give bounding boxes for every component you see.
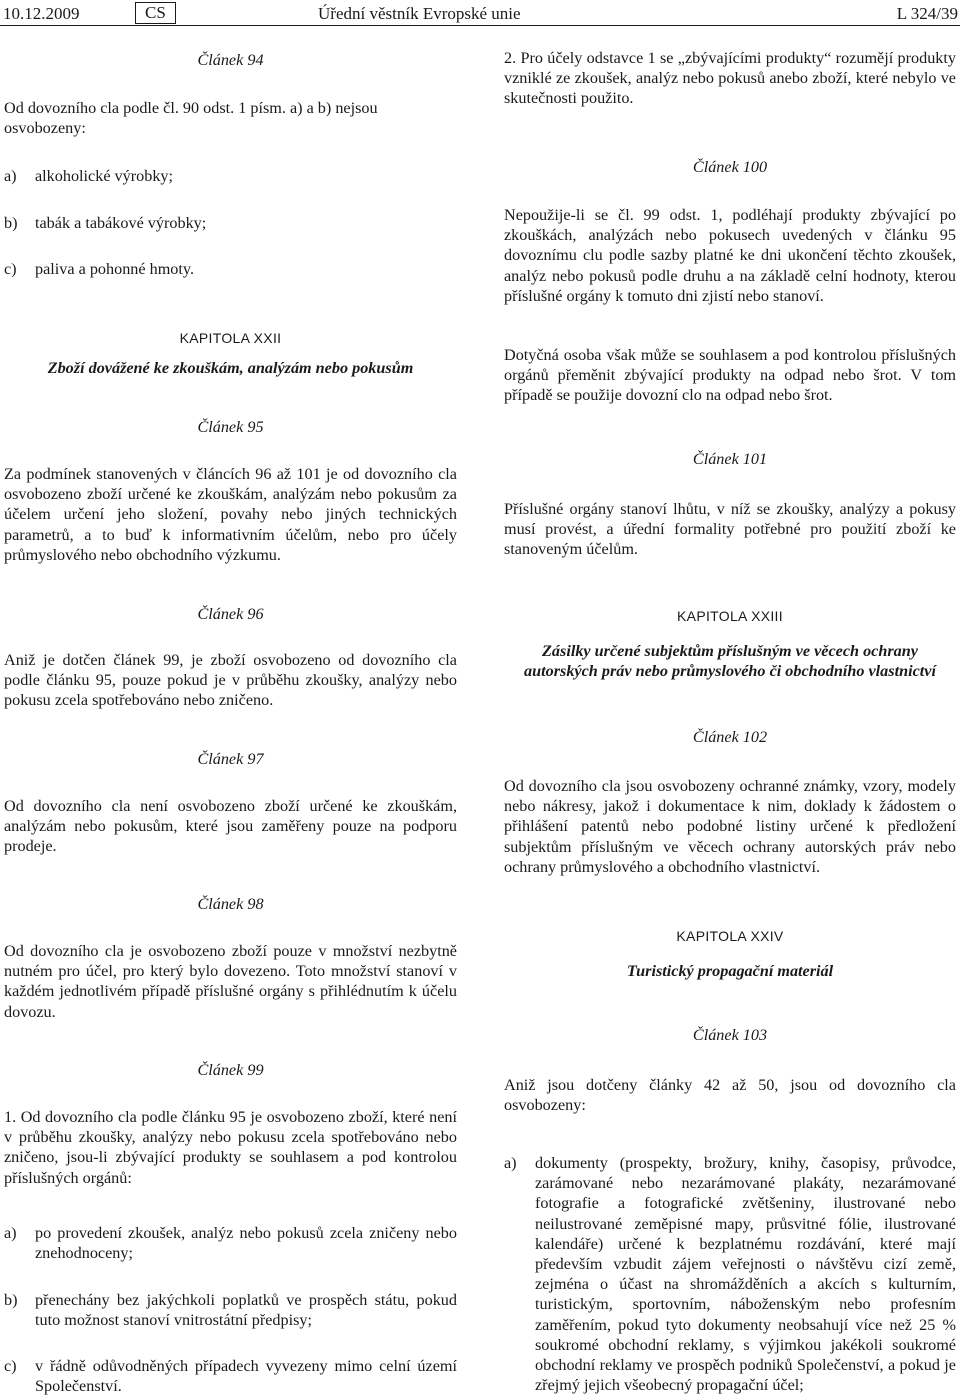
article-102-text: Od dovozního cla jsou osvobozeny ochranné známky, vzory, modely nebo nákresy, jakož i dokumentace k nim, doklady k žádostem o přihlášení patentů nebo podobné listiny určené k předložení subjektům příslušným ve věcech ochrany autorských práv nebo ochrany průmyslového a obchodního vlastnictví. <box>504 777 956 876</box>
article-103-intro: Aniž jsou dotčeny články 42 až 50, jsou od dovozního cla osvobozeny: <box>504 1076 956 1115</box>
list-item <box>4 1290 457 1330</box>
list-item <box>4 1223 457 1263</box>
list-item-label: c) <box>4 1357 17 1375</box>
list-item-text: tabák a tabákové výrobky; <box>35 214 207 232</box>
article-97-text: Od dovozního cla není osvobozeno zboží určené ke zkouškám, analýzám nebo pokusům, které jsou zaměřeny pouze na podporu prodeje. <box>4 797 457 856</box>
list-item-text: přenechány bez jakýchkoli poplatků ve prospěch státu, pokud tuto možnost stanoví vnitrostátní předpisy; <box>35 1291 457 1330</box>
article-103-title: Článek 103 <box>692 1026 768 1044</box>
list-item-text: dokumenty (prospekty, brožury, knihy, časopisy, průvodce, zarámované nebo nezarámované plakáty, nezarámované fotografie a fotografické zvětšeniny, ilustrované nebo neilustrované zeměpisné mapy, průsvitné fólie, ilustrované kalendáře) určené k bezplatnému rozdávání, které mají především vzbudit zájem veřejnosti o návštěvu cizí země, zejména o účast na shromážděních a akcích s kulturním, turistickým, sportovním, náboženským nebo profesním zaměřením, pokud tyto dokumenty neobsahují více než 25 % soukromé obchodní reklamy, s výjimkou jakékoli soukromé obchodní reklamy ve prospěch podniků Společenství, a pokud je zřejmý jejich všeobecný propagační účel; <box>535 1154 956 1395</box>
chapter-23-label: KAPITOLA XXIII <box>677 608 783 624</box>
article-101-text: Příslušné orgány stanoví lhůtu, v níž se zkoušky, analýzy a pokusy musí provést, a úřední formality potřebné pro použití zboží ke stanoveným účelům. <box>504 500 956 559</box>
list-item-label: a) <box>504 1154 517 1172</box>
list-item-label: a) <box>4 1224 17 1242</box>
list-item <box>4 166 457 186</box>
article-100-text-1: Nepoužije-li se čl. 99 odst. 1, podléhají produkty zbývající po zkouškách, analýzách nebo pokusech uvedených v článku 95 dovoznímu clu podle sazby platné ke dni ukončení těchto zkoušek, analýz nebo pokusů podle druhu a na základě celní hodnoty, kterou příslušné orgány k tomuto dni zjistí nebo stanoví. <box>504 206 956 305</box>
list-item-label: b) <box>4 214 18 232</box>
list-item <box>504 1153 956 1395</box>
list-item-text: paliva a pohonné hmoty. <box>35 260 194 278</box>
article-96-title: Článek 96 <box>197 605 264 623</box>
list-item <box>4 1356 457 1396</box>
list-item-label: c) <box>4 260 17 278</box>
language-code-box: CS <box>135 2 176 24</box>
article-95-text: Za podmínek stanovených v článcích 96 až 101 je od dovozního cla osvobozeno zboží určené ke zkouškám, analýzám nebo pokusům za účelem určení jeho složení, povahy nebo jiných technických parametrů, a to buď k informativním účelům, nebo pro účely průmyslového nebo obchodního výzkumu. <box>4 465 457 564</box>
article-94-title: Článek 94 <box>197 51 264 69</box>
article-102-title: Článek 102 <box>692 728 768 746</box>
list-item-label: b) <box>4 1291 18 1309</box>
journal-title: Úřední věstník Evropské unie <box>318 4 521 23</box>
article-94-intro: Od dovozního cla podle čl. 90 odst. 1 písm. a) a b) nejsou osvobozeny: <box>4 99 378 138</box>
right-column <box>504 0 956 1397</box>
article-96-text: Aniž je dotčen článek 99, je zboží osvobozeno od dovozního cla podle článku 95, pouze pokud je v průběhu zkoušky, analýzy nebo pokusu zcela spotřebováno nebo zničeno. <box>4 651 457 710</box>
list-item-label: a) <box>4 167 17 185</box>
list-item-text: v řádně odůvodněných případech vyvezeny mimo celní území Společenství. <box>35 1357 457 1396</box>
list-item <box>4 213 457 233</box>
article-101-title: Článek 101 <box>692 450 768 468</box>
chapter-23-heading: Zásilky určené subjektům příslušným ve věcech ochrany autorských práv nebo průmyslového či obchodního vlastnictví <box>524 642 936 681</box>
article-99-title: Článek 99 <box>197 1061 264 1079</box>
chapter-22-heading: Zboží dovážené ke zkouškám, analýzám nebo pokusům <box>47 359 414 377</box>
article-100-text-2: Dotyčná osoba však může se souhlasem a pod kontrolou příslušných orgánů přeměnit zbývající produkty na odpad nebo šrot. V tom případě se použije dovozní clo na odpad nebo šrot. <box>504 346 956 405</box>
article-99-paragraph-2: 2. Pro účely odstavce 1 se „zbývajícími produkty“ rozumějí produkty vzniklé ze zkoušek, analýz nebo pokusů anebo zboží, které nebylo ve skutečnosti použito. <box>504 49 956 108</box>
publication-date: 10.12.2009 <box>3 4 80 23</box>
chapter-22-label: KAPITOLA XXII <box>179 330 282 346</box>
article-100-title: Článek 100 <box>692 158 768 176</box>
chapter-24-heading: Turistický propagační materiál <box>626 962 834 980</box>
journal-reference: L 324/39 <box>896 4 958 23</box>
left-column <box>4 0 457 1397</box>
list-item-text: alkoholické výrobky; <box>35 167 174 185</box>
list-item <box>4 259 457 279</box>
article-98-title: Článek 98 <box>197 895 264 913</box>
article-98-text: Od dovozního cla je osvobozeno zboží pouze v množství nezbytně nutném pro účel, pro který bylo dovezeno. Toto množství stanoví v každém jednotlivém případě příslušné orgány s přihlédnutím k účelu dovozu. <box>4 942 457 1021</box>
list-item-text: po provedení zkoušek, analýz nebo pokusů zcela zničeny nebo znehodnoceny; <box>35 1224 457 1263</box>
article-97-title: Článek 97 <box>197 750 264 768</box>
article-95-title: Článek 95 <box>197 418 264 436</box>
article-99-paragraph-1: 1. Od dovozního cla podle článku 95 je osvobozeno zboží, které není v průběhu zkoušky, analýzy nebo pokusu zcela spotřebováno nebo zničeno, jsou-li zbývající produkty se souhlasem a pod kontrolou příslušných orgánů: <box>4 1108 457 1187</box>
chapter-24-label: KAPITOLA XXIV <box>676 928 784 944</box>
